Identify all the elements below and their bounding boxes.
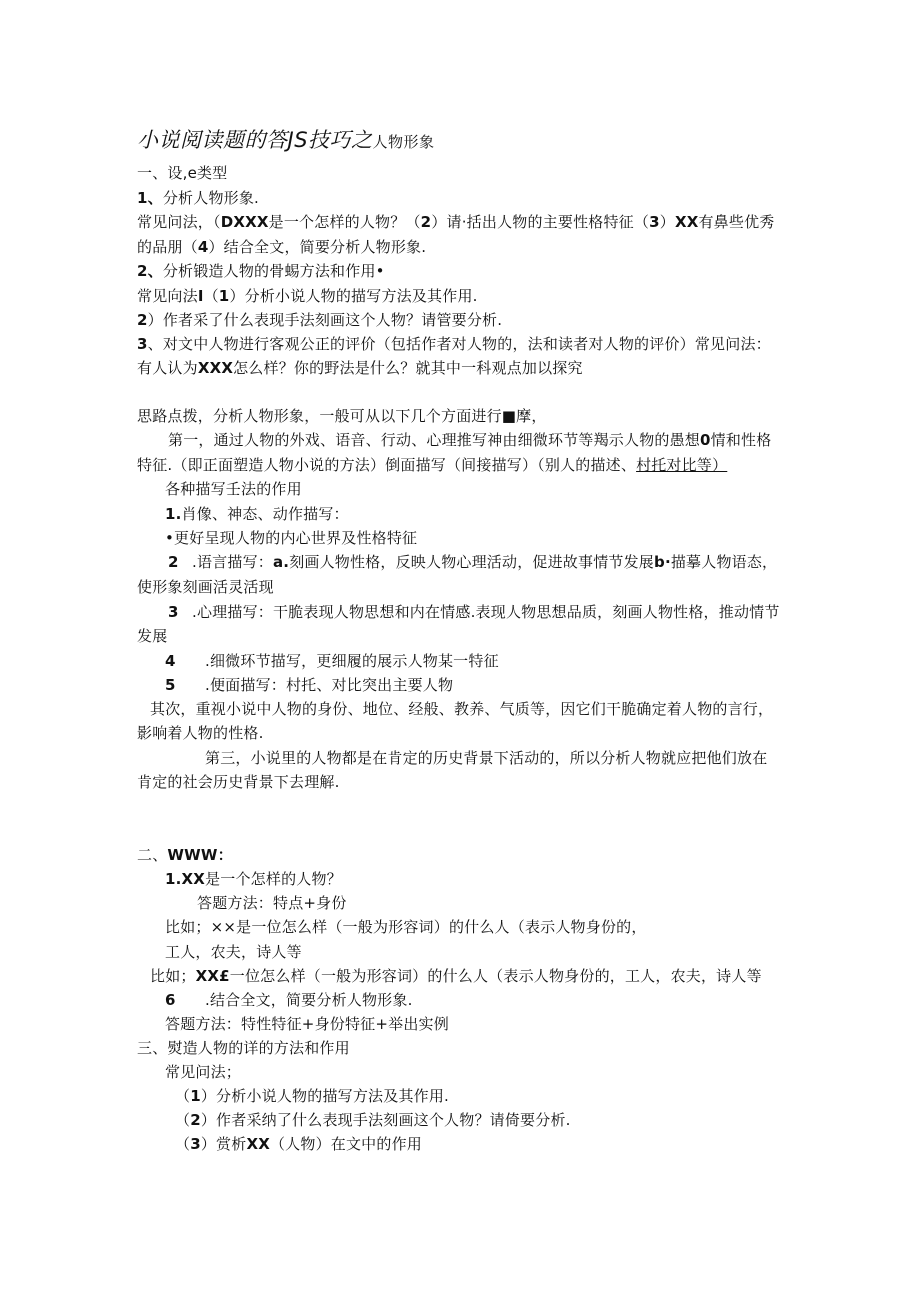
section3-q3: （3）赏析XX（人物）在文中的作用 bbox=[175, 1135, 422, 1153]
method1: 1.肖像、神态、动作描写： bbox=[165, 505, 349, 523]
section3-heading: 三、熨造人物的详的方法和作用 bbox=[137, 1039, 350, 1057]
section1-q3-line: 有人认为XXX怎么样？你的野法是什么？就其中一科观点加以探究 bbox=[137, 359, 583, 377]
section2-example1-line1: 比如；××是一位怎么样（一般为形容词）的什么人（表示人物身份的， bbox=[165, 918, 647, 936]
section1-heading: 一、设,e类型 bbox=[137, 164, 228, 182]
section2-heading: 二、WWW： bbox=[137, 846, 233, 864]
section1-q1-line2: 的品朋（4）结合全文，简要分析人物形象. bbox=[137, 238, 427, 256]
title-sub: 人物形象 bbox=[372, 133, 435, 151]
section3-common: 常见问法； bbox=[165, 1063, 242, 1081]
methods-heading: 各种描写壬法的作用 bbox=[165, 480, 302, 498]
thinking-intro: 思路点拨，分析人物形象，一般可从以下几个方面进行■摩， bbox=[137, 407, 547, 425]
title-main: 小说阅读题的答JS技巧之 bbox=[137, 128, 373, 152]
section2-method1: 答题方法：特点+身份 bbox=[197, 894, 347, 912]
section3-q2: （2）作者采纳了什么表现手法刻画这个人物？请倚要分析. bbox=[175, 1111, 571, 1129]
section2-example1-line2: 工人，农夫，诗人等 bbox=[165, 943, 302, 961]
method3: 3 .心理描写：干脆表现人物思想和内在情感.表现人物思想品质，刻画人物性格，推动情节 bbox=[168, 603, 780, 621]
method3-line2: 发展 bbox=[137, 627, 168, 645]
section1-item1: 1、分析人物形象. bbox=[137, 189, 260, 207]
section1-item3: 3、对文中人物进行客观公正的评价（包括作者对人物的，法和读者对人物的评价）常见问法： bbox=[137, 335, 771, 353]
method2-line2: 使形象刻画活灵活现 bbox=[137, 578, 274, 596]
section2-method2: 答题方法：特性特征+身份特征+举出实例 bbox=[165, 1015, 449, 1033]
section2-q6: 6 .结合全文，简要分析人物形象. bbox=[165, 991, 413, 1009]
section1-q2-line2: 2）作者采了什么表现手法刻画这个人物？请管要分析. bbox=[137, 311, 503, 329]
third-line2: 肯定的社会历史背景下去理解. bbox=[137, 773, 340, 791]
section1-q2-line1: 常见向法I（1）分析小说人物的描写方法及其作用. bbox=[137, 287, 478, 305]
thinking-first-line2: 特征.（即正面塑造人物小说的方法）倒面描写（间接描写）（别人的描述、村托对比等） bbox=[137, 456, 728, 474]
method5: 5 .便面描写：村托、对比突出主要人物 bbox=[165, 676, 454, 694]
third-line1: 第三，小说里的人物都是在肯定的历史背景下活动的，所以分析人物就应把他们放在 bbox=[205, 749, 768, 767]
second-line1: 其次，重视小说中人物的身份、地位、经般、教养、气质等，因它们干脆确定着人物的言行， bbox=[150, 700, 774, 718]
section1-q1-line1: 常见问法，（DXXX是一个怎样的人物？（2）请·括出人物的主要性格特征（3）XX有鼻些优秀 bbox=[137, 213, 775, 231]
section2-q1: 1.XX是一个怎样的人物？ bbox=[165, 870, 342, 888]
method1-detail: •更好呈现人物的内心世界及性格特征 bbox=[165, 529, 418, 547]
section3-q1: （1）分析小说人物的描写方法及其作用. bbox=[175, 1087, 450, 1105]
method4: 4 .细微环节描写，更细履的展示人物某一特征 bbox=[165, 652, 499, 670]
second-line2: 影响着人物的性格. bbox=[137, 724, 264, 742]
thinking-first-line1: 第一，通过人物的外戏、语音、行动、心理推写神由细微环节等羯示人物的愚想0情和性格 bbox=[168, 431, 772, 449]
method2: 2 .语言描写：a.刻画人物性格，反映人物心理活动，促进故事情节发展b·描摹人物语态， bbox=[168, 553, 778, 571]
section1-item2: 2、分析锻造人物的骨蜴方法和作用• bbox=[137, 262, 385, 280]
document-title bbox=[137, 124, 435, 154]
section2-example2: 比如；XX£一位怎么样（一般为形容词）的什么人（表示人物身份的，工人，农夫，诗人等 bbox=[150, 967, 762, 985]
